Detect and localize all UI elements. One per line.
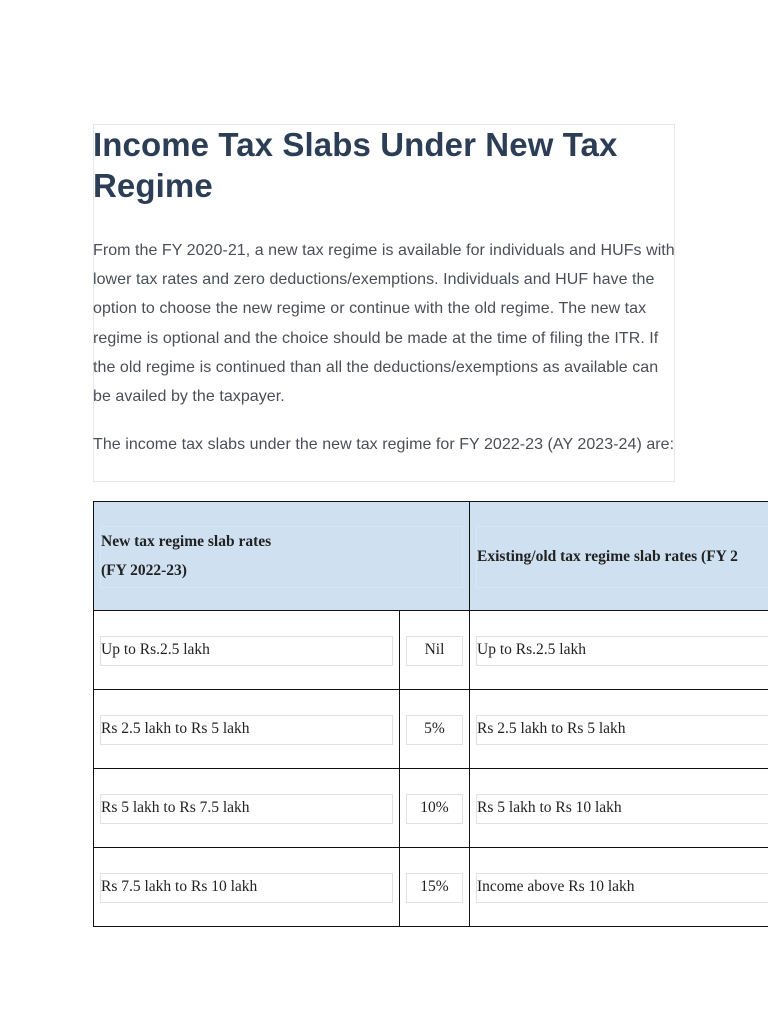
new-slab-cell <box>94 848 400 927</box>
new-rate-cell <box>400 769 470 848</box>
old-slab-text: Rs 5 lakh to Rs 10 lakh <box>477 799 622 816</box>
header-new-line2: (FY 2022-23) <box>101 562 187 579</box>
header-new-regime <box>94 502 470 611</box>
header-old-regime-label: Existing/old tax regime slab rates (FY 2 <box>477 547 738 565</box>
old-slab-cell <box>470 848 768 927</box>
new-slab-cell <box>94 690 400 769</box>
new-rate-text: 10% <box>420 799 449 816</box>
old-slab-text: Up to Rs.2.5 lakh <box>477 641 586 658</box>
header-new-regime-label <box>94 527 469 585</box>
new-rate-cell <box>400 611 470 690</box>
new-slab-text: Rs 5 lakh to Rs 7.5 lakh <box>101 799 250 816</box>
lead-paragraph: The income tax slabs under the new tax regime for FY 2022-23 (AY 2023-24) are: <box>93 436 675 453</box>
new-slab-text: Up to Rs.2.5 lakh <box>101 641 210 658</box>
table-header-row <box>94 502 768 611</box>
old-slab-cell <box>470 690 768 769</box>
intro-paragraph: From the FY 2020-21, a new tax regime is available for individuals and HUFs with lower tax rates and zero deductions/exemptions. Individuals and HUF have the option to choose the new regime or continue with the old regime. The new tax regime is optional and the choice should be made at the time of filing the ITR. If the old regime is continued than all the deductions/exemptions as available can be availed by the taxpayer. <box>93 242 675 406</box>
header-old-regime <box>470 502 768 611</box>
tax-slab-table <box>93 501 768 927</box>
new-rate-text: 15% <box>420 878 449 895</box>
header-new-line1: New tax regime slab rates <box>101 533 272 550</box>
new-rate-cell <box>400 848 470 927</box>
table-row <box>94 848 768 927</box>
new-rate-text: 5% <box>424 720 445 737</box>
new-slab-text: Rs 2.5 lakh to Rs 5 lakh <box>101 720 250 737</box>
old-slab-text: Rs 2.5 lakh to Rs 5 lakh <box>477 720 626 737</box>
new-rate-cell <box>400 690 470 769</box>
new-rate-text: Nil <box>424 641 445 658</box>
page-title: Income Tax Slabs Under New Tax Regime <box>93 126 618 204</box>
table-row <box>94 769 768 848</box>
table-row <box>94 690 768 769</box>
old-slab-cell <box>470 769 768 848</box>
old-slab-cell <box>470 611 768 690</box>
old-slab-text: Income above Rs 10 lakh <box>477 878 635 895</box>
new-slab-cell <box>94 769 400 848</box>
table-row <box>94 611 768 690</box>
new-slab-text: Rs 7.5 lakh to Rs 10 lakh <box>101 878 258 895</box>
new-slab-cell <box>94 611 400 690</box>
